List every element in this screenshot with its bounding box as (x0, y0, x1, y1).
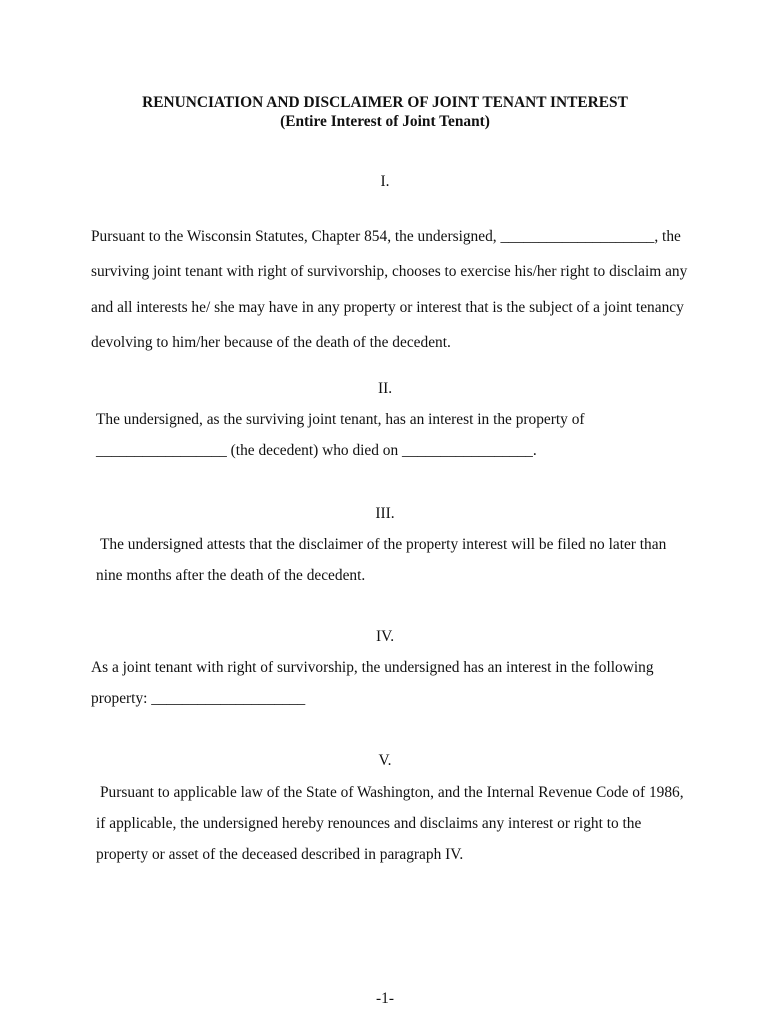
section-5-line: Pursuant to applicable law of the State of Washington, and the Internal Revenue Code of 1986, (100, 784, 684, 801)
section-1-line: surviving joint tenant with right of survivorship, chooses to exercise his/her right to disclaim any (91, 263, 688, 280)
section-5-line: if applicable, the undersigned hereby renounces and disclaims any interest or right to the (96, 815, 642, 832)
section-heading-5: V. (378, 752, 392, 769)
section-heading-4: IV. (375, 628, 395, 645)
section-3-line: The undersigned attests that the disclaimer of the property interest will be filed no later than (100, 536, 667, 553)
section-3-line: nine months after the death of the decedent. (96, 567, 366, 584)
section-heading-1: I. (380, 173, 390, 190)
document-subtitle: (Entire Interest of Joint Tenant) (280, 113, 490, 130)
page-number: -1- (376, 990, 394, 1007)
section-2-line: _________________ (the decedent) who died on _________________. (96, 442, 537, 459)
section-1-line: and all interests he/ she may have in any property or interest that is the subject of a joint tenancy (91, 299, 684, 316)
section-4-line: As a joint tenant with right of survivorship, the undersigned has an interest in the following (91, 659, 654, 676)
section-5-line: property or asset of the deceased described in paragraph IV. (96, 846, 464, 863)
section-1-line: devolving to him/her because of the death of the decedent. (91, 334, 451, 351)
document-title: RENUNCIATION AND DISCLAIMER OF JOINT TENANT INTEREST (142, 94, 628, 111)
section-1-line: Pursuant to the Wisconsin Statutes, Chapter 854, the undersigned, ____________________, the (91, 228, 681, 245)
section-2-line: The undersigned, as the surviving joint tenant, has an interest in the property of (96, 411, 585, 428)
section-4-line: property: ____________________ (91, 690, 306, 707)
section-heading-3: III. (375, 505, 395, 522)
section-heading-2: II. (377, 380, 393, 397)
